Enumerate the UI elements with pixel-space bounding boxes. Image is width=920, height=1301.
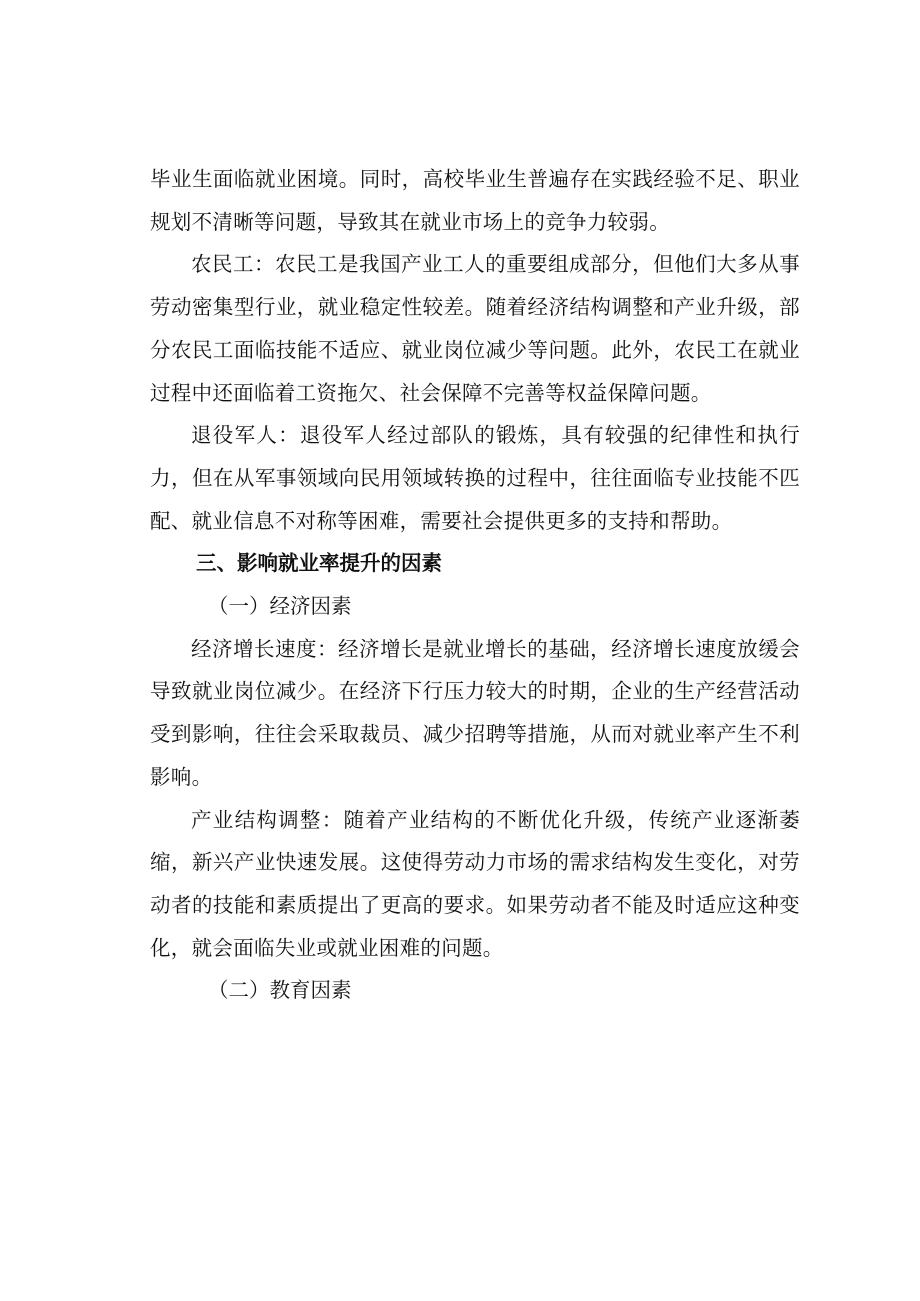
document-page xyxy=(150,158,800,1012)
paragraph-industrial-structure: 产业结构调整：随着产业结构的不断优化升级，传统产业逐渐萎缩，新兴产业快速发展。这使得劳动力市场的需求结构发生变化，对劳动者的技能和素质提出了更高的要求。如果劳动者不能及时适应这种变化，就会面临失业或就业困难的问题。 xyxy=(150,807,800,960)
paragraph-economic-growth: 经济增长速度：经济增长是就业增长的基础，经济增长速度放缓会导致就业岗位减少。在经济下行压力较大的时期，企业的生产经营活动受到影响，往往会采取裁员、减少招聘等措施，从而对就业率产生不利影响。 xyxy=(150,636,800,789)
section-heading-factors: 三、影响就业率提升的因素 xyxy=(196,551,442,576)
subheading-education-factors: （二）教育因素 xyxy=(208,978,352,1003)
paragraph-veterans: 退役军人：退役军人经过部队的锻炼，具有较强的纪律性和执行力，但在从军事领域向民用领域转换的过程中，往往面临专业技能不匹配、就业信息不对称等困难，需要社会提供更多的支持和帮助。 xyxy=(150,423,800,533)
paragraph-migrant-workers: 农民工：农民工是我国产业工人的重要组成部分，但他们大多从事劳动密集型行业，就业稳定性较差。随着经济结构调整和产业升级，部分农民工面临技能不适应、就业岗位减少等问题。此外，农民工在就业过程中还面临着工资拖欠、社会保障不完善等权益保障问题。 xyxy=(150,252,800,405)
paragraph-graduates-continued: 毕业生面临就业困境。同时，高校毕业生普遍存在实践经验不足、职业规划不清晰等问题，导致其在就业市场上的竞争力较弱。 xyxy=(150,167,800,234)
subheading-economic-factors: （一）经济因素 xyxy=(208,594,352,619)
